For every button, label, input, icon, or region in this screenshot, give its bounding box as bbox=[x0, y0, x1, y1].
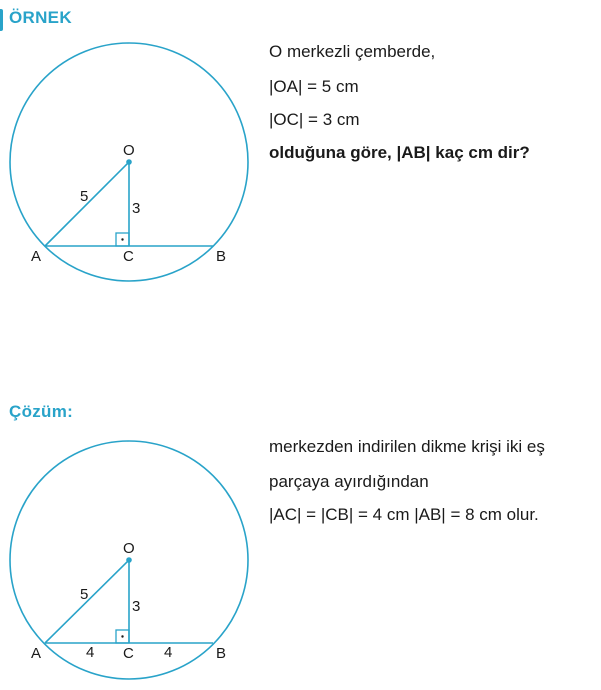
solution-label-oa: 5 bbox=[80, 586, 89, 603]
example-heading: ÖRNEK bbox=[9, 8, 72, 27]
solution-label-c: C bbox=[123, 645, 134, 662]
example-label-b: B bbox=[216, 248, 227, 265]
solution-line-3: |AC| = |CB| = 4 cm |AB| = 8 cm olur. bbox=[269, 505, 539, 524]
solution-label-o: O bbox=[123, 540, 135, 557]
example-label-oa: 5 bbox=[80, 188, 89, 205]
solution-label-b: B bbox=[216, 645, 227, 662]
example-line-3: |OC| = 3 cm bbox=[269, 110, 360, 129]
example-figure bbox=[0, 0, 260, 290]
example-center-point bbox=[126, 159, 132, 165]
solution-label-cb: 4 bbox=[164, 644, 173, 661]
solution-line-1: merkezden indirilen dikme krişi iki eş bbox=[269, 437, 545, 456]
solution-center-point bbox=[126, 557, 132, 563]
example-label-a: A bbox=[31, 248, 42, 265]
example-right-angle-dot bbox=[121, 238, 123, 240]
solution-right-angle-dot bbox=[121, 635, 123, 637]
solution-line-2: parçaya ayırdığından bbox=[269, 472, 429, 491]
example-line-1: O merkezli çemberde, bbox=[269, 42, 436, 61]
example-line-2: |OA| = 5 cm bbox=[269, 77, 359, 96]
example-label-oc: 3 bbox=[132, 200, 141, 217]
example-label-o: O bbox=[123, 142, 135, 159]
solution-heading: Çözüm: bbox=[9, 402, 74, 421]
solution-figure bbox=[0, 400, 260, 690]
example-label-c: C bbox=[123, 248, 134, 265]
solution-label-ac: 4 bbox=[86, 644, 95, 661]
solution-label-a: A bbox=[31, 645, 42, 662]
solution-label-oc: 3 bbox=[132, 598, 141, 615]
example-question: olduğuna göre, |AB| kaç cm dir? bbox=[269, 143, 530, 162]
